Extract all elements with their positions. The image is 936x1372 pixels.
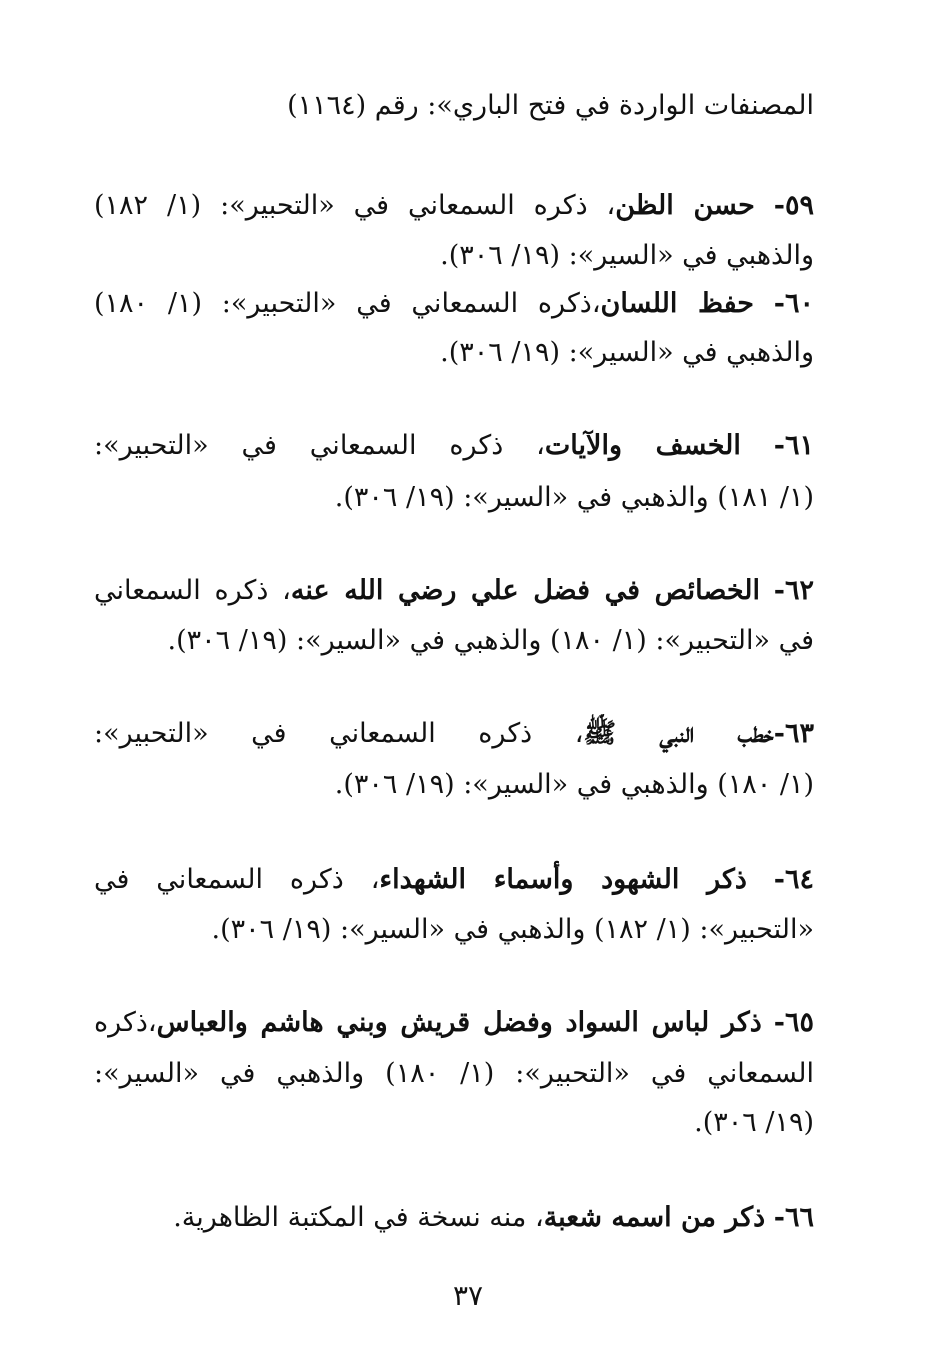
entry-65 xyxy=(94,1003,814,1043)
entry-59 xyxy=(94,186,814,226)
entry-text: ، ذكره السمعاني في «التحبير»: (١/ ١٨٢) xyxy=(94,190,616,221)
entry-title: ذكر من اسمه شعبة xyxy=(543,1202,766,1233)
entry-text: السمعاني في «التحبير»: (١/ ١٨٠) والذهبي في «السير»: xyxy=(94,1058,814,1089)
entry-number: ٦١- xyxy=(773,430,814,461)
entry-text: ،ذكره السمعاني في «التحبير»: (١/ ١٨٠) xyxy=(94,288,601,319)
entry-title: ذكر الشهود وأسماء الشهداء xyxy=(379,864,747,895)
entry-number: ٦٣- xyxy=(773,718,814,749)
entry-title: الخصائص في فضل علي رضي الله عنه xyxy=(290,575,760,606)
entry-60 xyxy=(94,284,814,324)
entry-text: (١٩/ ٣٠٦). xyxy=(694,1107,814,1138)
entry-text: (١/ ١٨١) والذهبي في «السير»: (١٩/ ٣٠٦). xyxy=(334,482,814,513)
text-line xyxy=(94,86,814,126)
entry-text: ، ذكره السمعاني في xyxy=(94,864,380,895)
text-line xyxy=(94,1054,814,1094)
entry-number: ٦٠- xyxy=(773,288,814,319)
page-number: ٣٧ xyxy=(452,1279,484,1312)
entry-title: ذكر لباس السواد وفضل قريش وبني هاشم والعباس xyxy=(156,1007,762,1038)
entry-number: ٦٤- xyxy=(773,864,814,895)
entry-61 xyxy=(94,426,814,466)
entry-64 xyxy=(94,860,814,900)
entry-text: «التحبير»: (١/ ١٨٢) والذهبي في «السير»: (١٩/ ٣٠٦). xyxy=(211,914,814,945)
entry-text: ، منه نسخة في المكتبة الظاهرية. xyxy=(173,1202,544,1233)
entry-title: الخسف والآيات xyxy=(544,430,741,461)
text-line xyxy=(94,765,814,805)
entry-title: حفظ اللسان xyxy=(600,288,754,319)
entry-title: خطب النبي ﷺ xyxy=(583,718,774,749)
text-line xyxy=(94,333,814,373)
text-line xyxy=(94,910,814,950)
entry-number: ٦٦- xyxy=(773,1202,814,1233)
entry-66 xyxy=(94,1198,814,1238)
entry-number: ٦٢- xyxy=(773,575,814,606)
entry-number: ٥٩- xyxy=(773,190,814,221)
entry-text: ،ذكره xyxy=(94,1007,157,1038)
text-line xyxy=(94,478,814,518)
entry-text: في «التحبير»: (١/ ١٨٠) والذهبي في «السير»: (١٩/ ٣٠٦). xyxy=(167,625,814,656)
entry-62 xyxy=(94,571,814,611)
text-line xyxy=(94,621,814,661)
entry-text: (١/ ١٨٠) والذهبي في «السير»: (١٩/ ٣٠٦). xyxy=(334,769,814,800)
text-line xyxy=(94,1103,814,1143)
entry-text: ، ذكره السمعاني xyxy=(94,575,291,606)
entry-63 xyxy=(94,714,814,754)
entry-text: المصنفات الواردة في فتح الباري»: رقم (١١٦٤) xyxy=(287,90,814,121)
entry-text: والذهبي في «السير»: (١٩/ ٣٠٦). xyxy=(440,240,814,271)
text-line xyxy=(94,236,814,276)
entry-title: حسن الظن xyxy=(615,190,755,221)
entry-number: ٦٥- xyxy=(773,1007,814,1038)
entry-text: ، ذكره السمعاني في «التحبير»: xyxy=(94,430,545,461)
entry-text: والذهبي في «السير»: (١٩/ ٣٠٦). xyxy=(440,337,814,368)
entry-text: ، ذكره السمعاني في «التحبير»: xyxy=(94,718,584,749)
